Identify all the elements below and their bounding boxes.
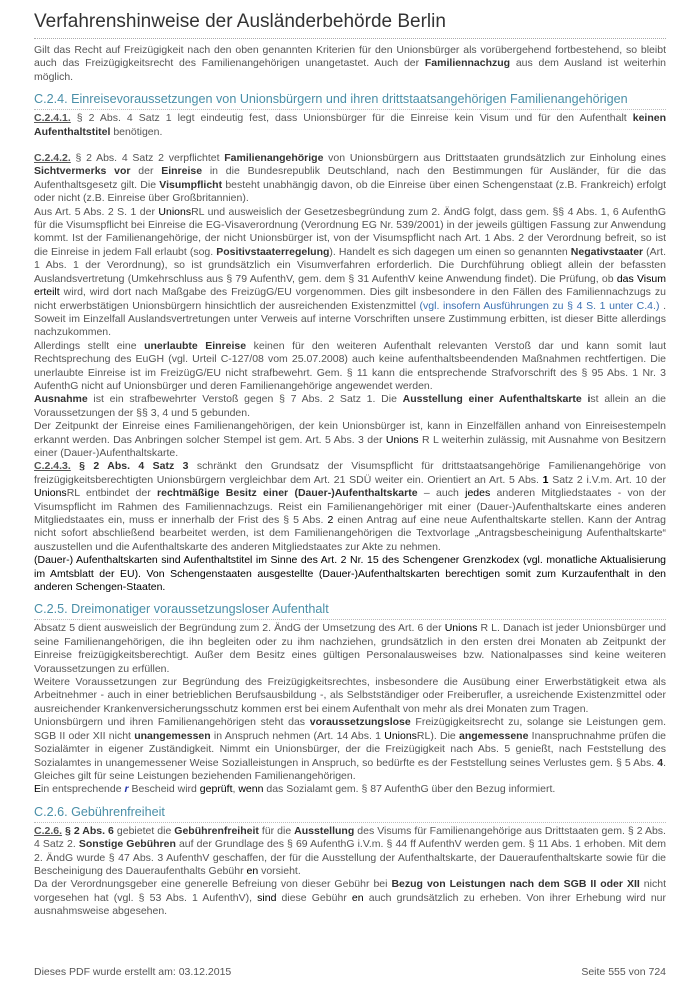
spacer [34,139,666,152]
paragraph-c26: C.2.6. § 2 Abs. 6 gebietet die Gebührenfreiheit für die Ausstellung des Visums für Familienangehörige aus Drittstaaten gem. § 2 Abs. 4 Satz 2. Sonstige Gebühren auf der Grundlage des § 69 AufenthG i.V.m. § 44 ff AufenthV werden gem. § 11 Abs. 1 erhoben. Mit dem 2. ÄndG wurde § 47 Abs. 3 AufenthV geschaffen, der für die Ausstellung der Aufenthaltskarte, der Daueraufenthaltskarte sowie für die Bescheinigung des Daueraufenthalts Gebühr en vorsieht. [34,824,666,877]
paragraph-c25-intro: Absatz 5 dient ausweislich der Begründung zum 2. ÄndG der Umsetzung des Art. 6 der Unions R L. Danach ist jeder Unionsbürger und seine Familienangehörigen, die ihn begleiten oder zu ihm nachziehen, grundsätzlich in den ersten drei Monaten ab Zeitpunkt der Einreise freizügigkeitsberechtigt. Außer dem Besitz eines gültigen Personalausweises bzw. Nationalpasses sind keine weiteren Voraussetzungen zu erfüllen. [34,622,666,675]
paragraph-c25-conditions: Weitere Voraussetzungen zur Begründung des Freizügigkeitsrechtes, insbesondere die Ausübung einer Erwerbstätigkeit etwa als Arbeitnehmer - auch in einer betrieblichen Berufsausbildung -, als Selbstständiger oder Freiberufler, a usreichende Existenzmittel oder ausreichender Krankenversicherungsschutz kommen erst bei einem Aufenthalt von mehr als drei Monaten zum Tragen. [34,676,666,715]
paragraph-c26-exemption: Da der Verordnungsgeber eine generelle Befreiung von dieser Gebühr bei Bezug von Leistungen nach dem SGB II oder XII nicht vorgesehen hat (vgl. § 53 Abs. 1 AufenthV), sind diese Gebühr en auch grundsätzlich zu erheben. Von ihrer Erhebung wird nur ausnahmsweise abgesehen. [34,878,666,918]
paragraph-visa-regulation: Aus Art. 5 Abs. 2 S. 1 der UnionsRL und ausweislich der Gesetzesbegründung zum 2. ÄndG folgt, dass gem. §§ 4 Abs. 1, 6 AufenthG für die Visumspflicht bei Einreise die EG-Visaverordnung (Verordnung EG Nr. 539/2001) in der jeweils gültigen Fassung zur Anwendung kommt. Ist der Familienangehörige, der nicht Unionsbürger ist, von der Visumspflicht nach Art. 1 Abs. 2 der Verordnung befreit, so ist die Einreise in jedem Fall erlaubt (sog. Positivstaaterregelung). Handelt es sich dagegen um einen so genannten Negativstaater (Art. 1 Abs. 1 der Verordnung), so ist grundsätzlich ein Visumverfahren erforderlich. Die Durchführung obliegt allein der befassten Auslandsvertretung (Umkehrschluss aus § 79 AufenthV, gem. dem § 31 AufenthV keine Anwendung findet). Die Prüfung, ob das Visum erteilt wird, wird dort nach Maßgabe des FreizügG/EU vorgenommen. Dies gilt insbesondere in den Fällen des Familiennachzugs zu nicht erwerbstätigen Unionsbürgern hinsichtlich der ausreichenden Existenzmittel (vgl. insofern Ausführungen zu § 4 S. 1 unter C.4.) . Soweit im Einzelfall Auslandsvertretungen unter Verweis auf interne Vorschriften unsere Zustimmung erbitten, ist dieser Bitte allerdings nachzukommen. [34,205,667,339]
section-heading-c26: C.2.6. Gebührenfreiheit [34,804,666,823]
paragraph-c25-benefits: Unionsbürgern und ihren Familienangehörigen steht das voraussetzungslose Freizügigkeitsrecht zu, solange sie Leistungen gem. SGB II oder XII nicht unangemessen in Anspruch nehmen (Art. 14 Abs. 1 UnionsRL). Die angemessene Inanspruchnahme prüfen die Sozialämter in eigener Zuständigkeit. Nimmt ein Unionsbürger, der die Freizügigkeit nach Abs. 5 genießt, nach Feststellung des Sozialamtes in unangemessener Weise Sozialleistungen in Anspruch, so bedürfte es der Feststellung seines Verlustes gem. § 5 Abs. 4. Gleiches gilt für seine Leistungen beziehenden Familienangehörigen. [34,716,666,782]
paragraph-c241: C.2.4.1. § 2 Abs. 4 Satz 1 legt eindeutig fest, dass Unionsbürger für die Einreise kein Visum und für den Aufenthalt keinen Aufenthaltstitel benötigen. [34,112,666,138]
section-heading-c25: C.2.5. Dreimonatiger voraussetzungsloser Aufenthalt [34,601,666,620]
cross-reference-link[interactable]: (vgl. insofern Ausführungen zu § 4 S. 1 unter C.4.) [419,299,660,312]
paragraph-entry-stamps: Der Zeitpunkt der Einreise eines Familienangehörigen, der kein Unionsbürger ist, kann in Einzelfällen anhand von Einreisestempeln erkannt werden. Das Anbringen solcher Stempel ist gem. Art. 5 Abs. 3 der Unions R L weiterhin zulässig, mit Ausnahme von Besitzern einer (Dauer-)Aufenthaltskarte. [34,420,667,459]
paragraph-c242: C.2.4.2. § 2 Abs. 4 Satz 2 verpflichtet Familienangehörige von Unionsbürgern aus Drittstaaten grundsätzlich zur Einholung eines Sichtvermerks vor der Einreise in die Bundesrepublik Deutschland, nach den Bestimmungen für Ausländer, für die das Aufenthaltsgesetz gilt. Die Visumpflicht besteht unabhängig davon, ob die Einreise über einen Schengenstaat (z.B. Frankreich) erfolgt oder nicht (z.B. Einreise über Großbritannien). [34,152,666,205]
footer-page-number: Seite 555 von 724 [581,966,666,978]
paragraph-c25-notice: Ein entsprechende r Bescheid wird geprüft, wenn das Sozialamt gem. § 87 AufenthG über den Bezug informiert. [34,783,556,796]
footer-created-date: Dieses PDF wurde erstellt am: 03.12.2015 [34,966,232,978]
section-heading-c24: C.2.4. Einreisevoraussetzungen von Unionsbürgern und ihren drittstaatsangehörigen Familienangehörigen [34,91,666,110]
paragraph-schengen-cards: (Dauer-) Aufenthaltskarten sind Aufenthaltstitel im Sinne des Art. 2 Nr. 15 des Schengener Grenzkodex (vgl. monatliche Aktualisierung im Amtsblatt der EU). Von Schengenstaaten ausgestellte (Dauer-)Aufenthaltskarten berechtigen somit zum Kurzaufenthalt in den anderen Schengen-Staaten. [34,554,666,594]
intro-paragraph: Gilt das Recht auf Freizügigkeit nach den oben genannten Kriterien für den Unionsbürger als vorübergehend fortbestehend, so bleibt auch das Freizügigkeitsrecht des Familienangehörigen unangetastet. Auch der Familiennachzug aus dem Ausland ist weiterhin möglich. [34,44,667,83]
title-divider [34,38,666,39]
paragraph-exception: Ausnahme ist ein strafbewehrter Verstoß gegen § 7 Abs. 2 Satz 1. Die Ausstellung einer Aufenthaltskarte ist allein an die Voraussetzungen der §§ 3, 4 und 5 gebunden. [34,393,666,419]
paragraph-c243: C.2.4.3. § 2 Abs. 4 Satz 3 schränkt den Grundsatz der Visumspflicht für drittstaatsangehörige Familienangehörige von freizügigkeitsberechtigten Unionsbürgern vergleichbar dem Art. 21 SDÜ weiter ein. Orientiert an Art. 5 Abs. 1 Satz 2 i.V.m. Art. 10 der UnionsRL entbindet der rechtmäßige Besitz einer (Dauer-)Aufenthaltskarte – auch jedes anderen Mitgliedstaates - von der Visumspflicht im Rahmen des Familiennachzugs. Reist ein Familienangehöriger mit einer (Dauer-)Aufenthaltskarte eines anderen Mitgliedstaates ein, muss er innerhalb der Frist des § 5 Abs. 2 einen Antrag auf eine neue Aufenthaltskarte stellen. Kann der Antrag nicht sofort abschließend bearbeitet werden, ist dem Familienangehörigen die Textvorlage „Antragsbescheinigung Aufenthaltskarte“ auszustellen und die Aufenthaltskarte des anderen Mitgliedstaates zur Akte zu nehmen. [34,460,667,553]
paragraph-unlawful-entry: Allerdings stellt eine unerlaubte Einreise keinen für den weiteren Aufenthalt relevanten Verstoß dar und kann somit laut Rechtsprechung des EuGH (vgl. Urteil C-127/08 vom 25.07.2008) auch keine aufenthaltsbeendenden Maßnahmen rechtfertigen. Die unerlaubte Einreise ist im FreizügG/EU nicht strafbewehrt. Gem. § 11 kann die entsprechende Strafvorschrift des § 95 Abs. 1 Nr. 3 AufenthG nicht auf Unionsbürger und deren Familienangehörige angewendet werden. [34,339,666,392]
page-title: Verfahrenshinweise der Ausländerbehörde Berlin [34,11,446,32]
